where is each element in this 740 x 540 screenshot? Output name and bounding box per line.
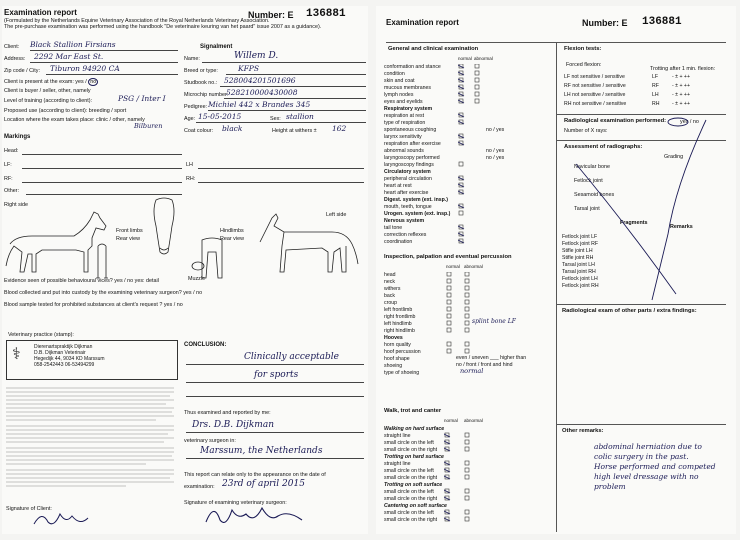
question-blood-tested: Blood sample tested for prohibited substances at client's request ? yes / no — [4, 302, 183, 308]
stamp-line-1: Dierenartspraktijk Dijkman — [34, 344, 93, 350]
circ-item: peripheral circulation — [384, 176, 432, 182]
gait-checkboxes — [444, 432, 474, 524]
markings-lh: LH — [186, 162, 193, 168]
left-page — [2, 6, 368, 534]
resp-item: abnormal sounds — [384, 148, 424, 154]
resp-item: type of respiration — [384, 120, 426, 126]
microchip-label: Microchip number: — [184, 92, 229, 98]
hoof-shape-options: even / uneven ___ higher than — [456, 355, 527, 361]
general-item: eyes and eyelids — [384, 99, 423, 105]
nerv-item: coordination — [384, 239, 413, 245]
gait-item: small circle on the right — [384, 496, 438, 502]
zip-label: Zip code / City: — [4, 68, 40, 74]
fragment-row: Fetlock joint LF — [562, 234, 598, 240]
canter-soft-heading: Cantering on soft surface — [384, 503, 447, 509]
fragment-row: Fetlock joint LH — [562, 276, 598, 282]
stamp-line-4: 058-2542443 06-53494299 — [34, 362, 95, 368]
zip-value: Tiburon 94920 CA — [50, 64, 120, 73]
other-remark-5: problem — [594, 482, 626, 491]
insp-note: splint bone LF — [472, 318, 516, 325]
pedigree-label: Pedigree: — [184, 104, 208, 110]
surgeon-label: veterinary surgeon in: — [184, 438, 236, 444]
hoof-item: hoof shape — [384, 356, 410, 362]
general-item: condition — [384, 71, 405, 77]
joint-label: Navicular bone — [574, 164, 610, 170]
flexion-scale: - ± + ++ — [672, 101, 690, 107]
gait-item: small circle on the left — [384, 468, 434, 474]
coat-label: Coat colour: — [184, 128, 214, 134]
other-remark-1: abdominal herniation due to — [594, 442, 702, 451]
other-remarks-label: Other remarks: — [562, 428, 604, 434]
markings-heading: Markings — [4, 134, 31, 140]
insp-heading: Inspection, palpation and eventual percussion — [384, 254, 512, 260]
resp-item: laryngoscopy performed — [384, 155, 440, 161]
radio-yes-no: yes / no — [680, 119, 699, 125]
fragment-row: Stifle joint LH — [562, 248, 593, 254]
client-label: Client: — [4, 44, 20, 50]
address-value: 2292 Mar East St. — [34, 52, 104, 61]
insp-item: back — [384, 293, 395, 299]
fine-print-lines — [6, 384, 176, 502]
resp-item: respiration at rest — [384, 113, 425, 119]
right-number-value: 136881 — [642, 16, 682, 28]
studbook-label: Studbook no.: — [184, 80, 218, 86]
age-label: Age: — [184, 116, 196, 122]
flexion-abbr: LF — [652, 74, 659, 80]
flexion-scale: - ± + ++ — [672, 74, 690, 80]
inspection-checkboxes — [446, 272, 476, 372]
surgeon-value: Marssum, the Netherlands — [200, 446, 323, 456]
gait-item: small circle on the right — [384, 447, 438, 453]
use-label: Proposed use (according to client): breeding / sport — [4, 108, 127, 114]
exam-date-value: 23rd of april 2015 — [222, 479, 305, 489]
hoof-item: type of shoeing — [384, 370, 420, 376]
coat-value: black — [222, 124, 243, 133]
head-drawing — [154, 198, 174, 254]
resp-item: respiration after exercise — [384, 141, 441, 147]
left-number-label: Number: E — [248, 10, 294, 20]
insp-item: left frontlimb — [384, 307, 413, 313]
client-value: Black Stallion Firsians — [30, 40, 116, 49]
hoof-item: hoof percussion — [384, 349, 421, 355]
general-checkboxes — [458, 64, 488, 248]
coughing-yes-no: no / yes — [486, 127, 505, 133]
signature-client-label: Signature of Client: — [6, 506, 52, 512]
breed-label: Breed or type: — [184, 68, 218, 74]
fragment-row: Tarsal joint LH — [562, 262, 595, 268]
general-item: skin and coat — [384, 78, 415, 84]
other-parts-label: Radiological exam of other parts / extra findings: — [562, 308, 697, 314]
flexion-abbr: RF — [652, 83, 659, 89]
markings-lf: LF: — [4, 162, 12, 168]
hoof-item: horn quality — [384, 342, 411, 348]
resp-item: laryngoscopy findings — [384, 162, 434, 168]
insp-item: left hindlimb — [384, 321, 412, 327]
hooves-heading: Hooves — [384, 335, 403, 341]
insp-col-abnormal: abnormal — [464, 264, 483, 269]
left-subtitle-2: The pre-purchase examination was performed using the handbook "De veterinaire keuring van het paard" issue 2007 as a guidance). — [4, 24, 322, 30]
flexion-scale: - ± + ++ — [672, 92, 690, 98]
studbook-value: 528004201501696 — [224, 76, 296, 85]
level-value: PSG / Inter I — [118, 94, 166, 103]
resp-heading: Respiratory system — [384, 106, 433, 112]
vet-signature-label: Signature of examining veterinary surgeon: — [184, 500, 287, 506]
gait-item: small circle on the left — [384, 510, 434, 516]
circ-item: heart at rest — [384, 183, 412, 189]
markings-other: Other: — [4, 188, 19, 194]
question-vices: Evidence seen of possible behavioural vices? yes / no yes: detail — [4, 278, 159, 284]
age-value: 15-05-2015 — [198, 112, 242, 121]
trotting-flexion-label: Trotting after 1 min. flexion: — [650, 66, 716, 72]
markings-head: Head: — [4, 148, 19, 154]
resp-item: spontaneous coughing — [384, 127, 437, 133]
other-remark-2: colic surgery in the past. — [594, 452, 689, 461]
gait-item: small circle on the left — [384, 489, 434, 495]
client-buyer: Client is buyer / seller, other, namely — [4, 88, 91, 94]
stamp-line-3: Hegedijk 44, 9034 KD Marssum — [34, 356, 105, 362]
horse-left-side-drawing — [260, 214, 358, 272]
insp-item: croup — [384, 300, 397, 306]
markings-rf: RF: — [4, 176, 13, 182]
walk-heading: Walk, trot and canter — [384, 408, 442, 414]
insp-item: right frontlimb — [384, 314, 416, 320]
insp-item: head — [384, 272, 396, 278]
grading-label: Grading — [664, 154, 684, 160]
flexion-scale: - ± + ++ — [672, 83, 690, 89]
joint-label: Sesamoid bones — [574, 192, 615, 198]
name-label: Name: — [184, 56, 200, 62]
examined-label: Thus examined and reported by me: — [184, 410, 271, 416]
joint-label: Fetlock joint — [574, 178, 603, 184]
joint-label: Tarsal joint — [574, 206, 600, 212]
right-side-label: Right side — [4, 202, 28, 208]
gait-item: straight line — [384, 461, 411, 467]
hind-limbs-drawing — [202, 238, 222, 278]
fragment-row: Stifle joint RH — [562, 255, 594, 261]
stamp-label: Veterinary practice (stamp): — [8, 332, 74, 338]
right-number-label: Number: E — [582, 18, 628, 28]
sex-label: Sex: — [270, 116, 281, 122]
general-heading: General and clinical examination — [388, 46, 479, 52]
pedigree-value: Michiel 442 x Brandes 345 — [208, 100, 311, 109]
front-limbs-drawing — [96, 244, 108, 278]
col-normal: normal — [458, 56, 472, 61]
general-item: lymph nodes — [384, 92, 414, 98]
left-number-value: 136881 — [306, 8, 346, 20]
forced-flexion-label: Forced flexion: — [566, 62, 602, 68]
conclusion-value-2: for sports — [254, 370, 299, 380]
flexion-abbr: LH — [652, 92, 659, 98]
col-abnormal: abnormal — [474, 56, 493, 61]
examined-name: Drs. D.B. Dijkman — [192, 420, 274, 430]
left-title: Examination report — [4, 8, 77, 17]
fragments-label: Fragments — [620, 220, 648, 226]
stamp-text — [34, 344, 105, 368]
fragment-row: Fetlock joint RF — [562, 241, 599, 247]
microchip-value: 528210000430008 — [226, 88, 298, 97]
relate-label: This report can relate only to the appearance on the date of — [184, 472, 326, 478]
fragment-row: Tarsal joint RH — [562, 269, 596, 275]
height-label: Height at withers ± — [272, 128, 317, 134]
uro-heading: Urogen. system (ext. insp.) — [384, 211, 451, 217]
right-title: Examination report — [386, 18, 459, 27]
circ-item: heart after exercise — [384, 190, 429, 196]
stamp-line-2: D.B. Dijkman Veterinair — [34, 350, 86, 356]
other-remark-3: Horse performed and competed — [594, 462, 716, 471]
front-limbs-label: Front limbs — [116, 228, 143, 234]
insp-item: right hindlimb — [384, 328, 415, 334]
resp-item: larynx sensitivity — [384, 134, 422, 140]
laryngoscopy-yes-no: no / yes — [486, 155, 505, 161]
right-page — [376, 6, 736, 534]
circ-heading: Circulatory system — [384, 169, 431, 175]
walk-hard-heading: Walking on hard surface — [384, 426, 445, 432]
conclusion-label: CONCLUSION: — [184, 342, 227, 348]
address-label: Address: — [4, 56, 26, 62]
fine-print — [6, 384, 176, 502]
trot-hard-heading: Trotting on hard surface — [384, 454, 444, 460]
left-side-label: Left side — [326, 212, 347, 218]
vet-signature — [202, 500, 312, 530]
dig-heading: Digest. system (ext. insp.) — [384, 197, 448, 203]
remarks-label: Remarks — [670, 224, 693, 230]
shoeing-options: no / front / front and hind — [456, 362, 513, 368]
conclusion-value-1: Clinically acceptable — [244, 352, 339, 362]
sex-value: stallion — [286, 112, 314, 121]
client-signature — [32, 506, 92, 530]
sounds-yes-no: no / yes — [486, 148, 505, 154]
gait-item: small circle on the left — [384, 440, 434, 446]
signalment-heading: Signalment — [200, 44, 233, 50]
shoeing-type-value: normal — [460, 367, 484, 375]
gait-item: small circle on the right — [384, 475, 438, 481]
gait-item: small circle on the right — [384, 517, 438, 523]
gait-item: straight line — [384, 433, 411, 439]
muzzle-label: Muzzle — [188, 276, 206, 282]
horse-diagrams — [2, 196, 368, 288]
breed-value: KFPS — [238, 64, 259, 73]
flexion-row: RF not sensitive / sensitive — [564, 83, 626, 89]
radio-strike-lines — [556, 114, 726, 304]
markings-rh: RH: — [186, 176, 196, 182]
client-present: Client is present at the exam: yes / no — [4, 79, 97, 85]
hindlimbs-label: Hindlimbs — [220, 228, 244, 234]
flexion-row: LF not sensitive / sensitive — [564, 74, 625, 80]
flexion-abbr: RH — [652, 101, 660, 107]
walk-col-normal: normal — [444, 418, 458, 423]
general-item: conformation and stance — [384, 64, 441, 70]
flexion-row: LH not sensitive / sensitive — [564, 92, 626, 98]
radio-heading: Radiological examination performed: — [564, 118, 667, 124]
flexion-row: RH not sensitive / sensitive — [564, 101, 627, 107]
location-value: Bilburen — [134, 122, 163, 130]
insp-col-normal: normal — [446, 264, 460, 269]
height-value: 162 — [332, 124, 347, 133]
rear-view-2-label: Rear view — [220, 236, 244, 242]
walk-col-abnormal: abnormal — [464, 418, 483, 423]
flexion-heading: Flexion tests: — [564, 46, 602, 52]
xrays-label: Number of X rays: — [564, 128, 608, 134]
nerv-item: tail tone — [384, 225, 403, 231]
assess-heading: Assessment of radiographs: — [564, 144, 643, 150]
dig-item: mouth, teeth, tongue — [384, 204, 432, 210]
question-blood-custody: Blood collected and put into custody by the examining veterinary surgeon? yes / no — [4, 290, 203, 296]
left-subtitle-1: (Formulated by the Netherlands Equine Veterinary Association of the Royal Netherlands Veterinary Association. — [4, 18, 270, 24]
horse-right-side-drawing — [6, 212, 106, 272]
nerv-item: correction reflexes — [384, 232, 427, 238]
location-label: Location where the exam takes place: clinic / other, namely — [4, 117, 145, 123]
fragment-row: Fetlock joint RH — [562, 283, 599, 289]
other-remark-4: high level dressage with no — [594, 472, 699, 481]
rear-view-1-label: Rear view — [116, 236, 140, 242]
exam-date-label: examination: — [184, 484, 215, 490]
name-value: Willem D. — [234, 51, 279, 61]
insp-item: withers — [384, 286, 401, 292]
level-label: Level of training (according to client): — [4, 98, 93, 104]
general-item: mucous membranes — [384, 85, 431, 91]
insp-item: neck — [384, 279, 395, 285]
trot-soft-heading: Trotting on soft surface — [384, 482, 443, 488]
hoof-item: shoeing — [384, 363, 403, 369]
caduceus-icon: ⚕ — [12, 346, 21, 363]
nerv-heading: Nervous system — [384, 218, 425, 224]
